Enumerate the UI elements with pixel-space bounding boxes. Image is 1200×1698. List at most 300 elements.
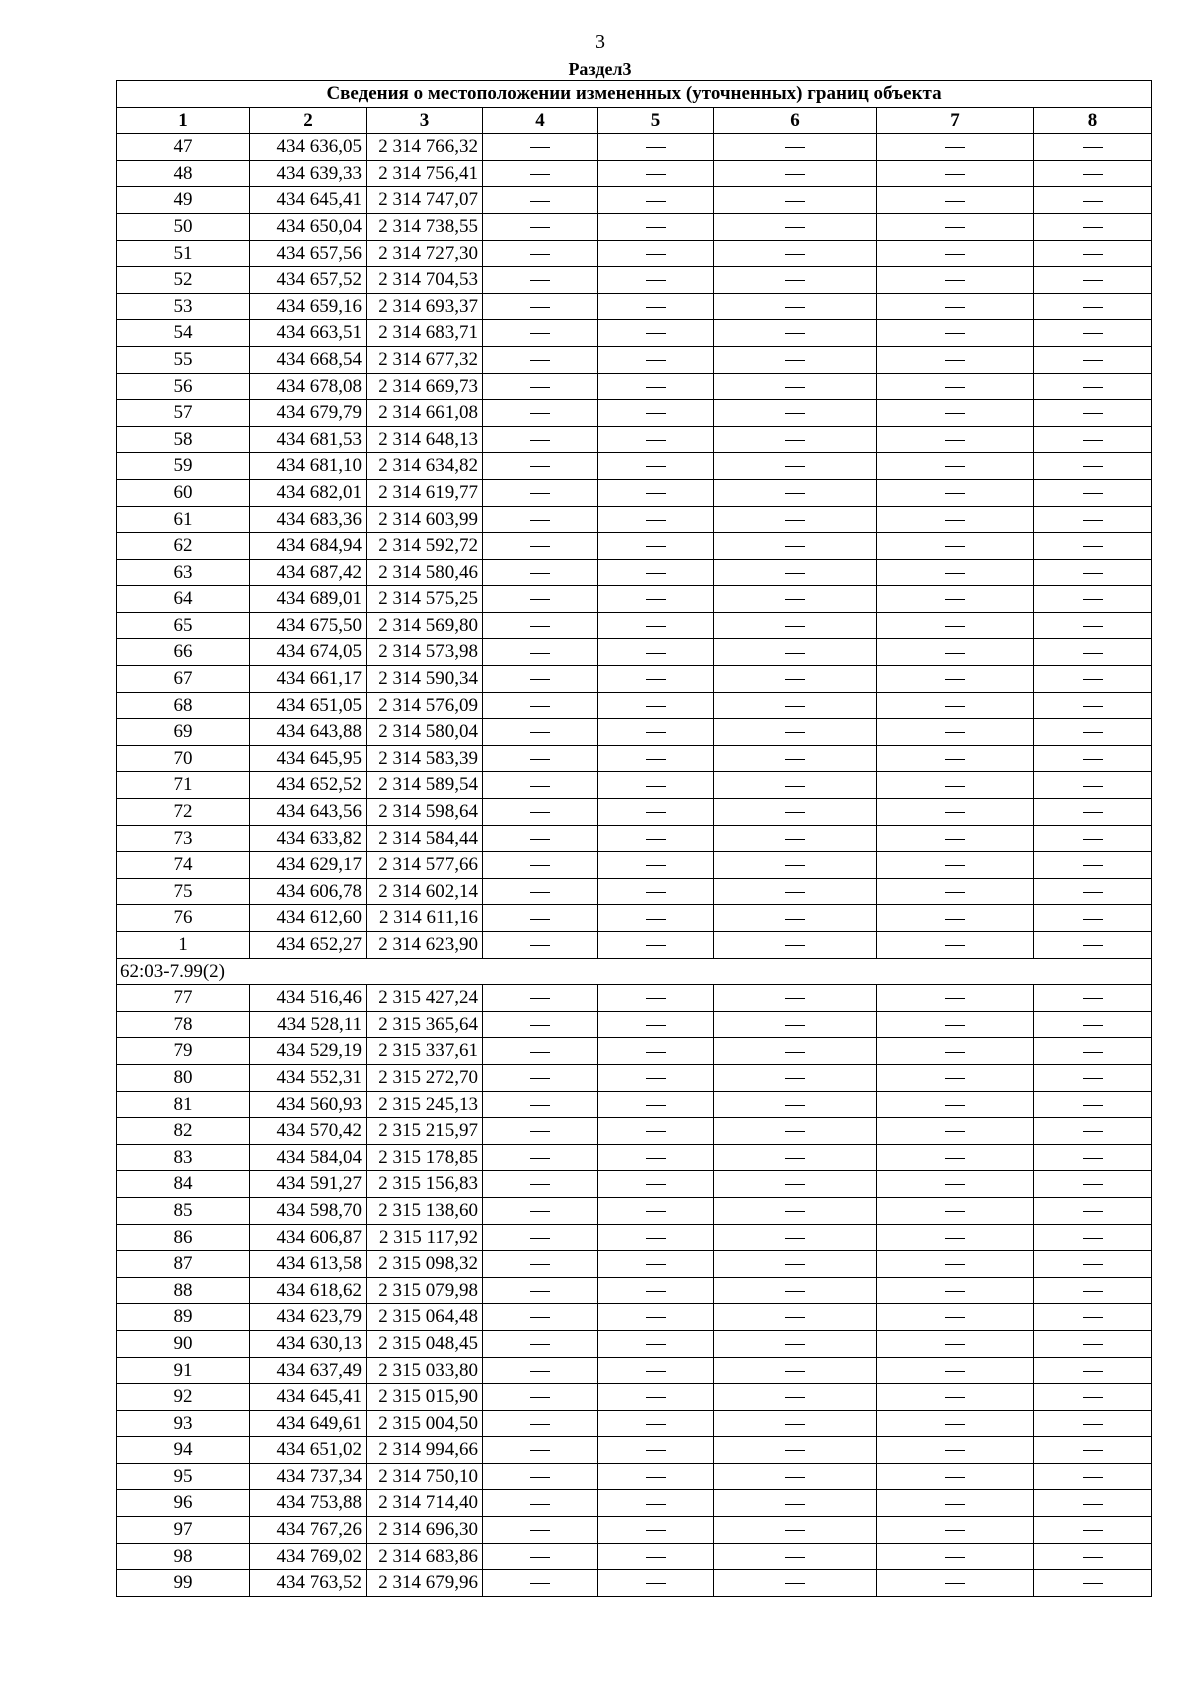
empty-value-cell	[714, 373, 877, 400]
empty-value-cell	[483, 293, 598, 320]
empty-value-cell	[1034, 1543, 1152, 1570]
dash-mark	[1083, 865, 1103, 866]
table-row	[117, 187, 1152, 214]
dash-mark	[530, 1371, 550, 1372]
empty-value-cell	[483, 1384, 598, 1411]
y-coordinate-cell: 2 314 693,37	[367, 293, 483, 320]
point-number-cell: 52	[117, 267, 250, 294]
empty-value-cell	[598, 1197, 714, 1224]
table-row	[117, 719, 1152, 746]
dash-mark	[785, 254, 805, 255]
empty-value-cell	[483, 426, 598, 453]
dash-mark	[945, 1105, 965, 1106]
empty-value-cell	[1034, 1118, 1152, 1145]
empty-value-cell	[598, 1224, 714, 1251]
empty-value-cell	[598, 320, 714, 347]
dash-mark	[785, 1530, 805, 1531]
dash-mark	[530, 466, 550, 467]
dash-mark	[1083, 520, 1103, 521]
dash-mark	[785, 227, 805, 228]
dash-mark	[646, 892, 666, 893]
dash-mark	[1083, 892, 1103, 893]
empty-value-cell	[714, 1463, 877, 1490]
dash-mark	[530, 1105, 550, 1106]
dash-mark	[785, 1238, 805, 1239]
empty-value-cell	[877, 1251, 1034, 1278]
parcel-subheader: 62:03-7.99(2)	[117, 958, 1152, 985]
empty-value-cell	[483, 1224, 598, 1251]
empty-value-cell	[714, 1304, 877, 1331]
dash-mark	[785, 1105, 805, 1106]
dash-mark	[646, 440, 666, 441]
empty-value-cell	[598, 719, 714, 746]
empty-value-cell	[1034, 400, 1152, 427]
point-number-cell: 80	[117, 1064, 250, 1091]
column-number: 6	[714, 107, 877, 134]
dash-mark	[945, 1557, 965, 1558]
dash-mark	[945, 786, 965, 787]
dash-mark	[785, 1397, 805, 1398]
empty-value-cell	[1034, 1570, 1152, 1597]
empty-value-cell	[483, 639, 598, 666]
point-number-cell: 61	[117, 506, 250, 533]
y-coordinate-cell: 2 314 584,44	[367, 825, 483, 852]
point-number-cell: 72	[117, 799, 250, 826]
empty-value-cell	[1034, 1410, 1152, 1437]
dash-mark	[646, 919, 666, 920]
dash-mark	[530, 1158, 550, 1159]
dash-mark	[1083, 1291, 1103, 1292]
dash-mark	[530, 812, 550, 813]
x-coordinate-cell: 434 652,27	[250, 932, 367, 959]
table-caption: Сведения о местоположении измененных (уточненных) границ объекта	[117, 81, 1152, 108]
dash-mark	[646, 387, 666, 388]
dash-mark	[785, 653, 805, 654]
empty-value-cell	[877, 506, 1034, 533]
dash-mark	[1083, 732, 1103, 733]
empty-value-cell	[598, 1330, 714, 1357]
dash-mark	[530, 573, 550, 574]
dash-mark	[785, 1344, 805, 1345]
empty-value-cell	[714, 1171, 877, 1198]
empty-value-cell	[1034, 1224, 1152, 1251]
point-number-cell: 56	[117, 373, 250, 400]
y-coordinate-cell: 2 314 669,73	[367, 373, 483, 400]
point-number-cell: 75	[117, 878, 250, 905]
empty-value-cell	[1034, 1091, 1152, 1118]
point-number-cell: 77	[117, 985, 250, 1012]
empty-value-cell	[1034, 160, 1152, 187]
empty-value-cell	[483, 240, 598, 267]
point-number-cell: 59	[117, 453, 250, 480]
table-row	[117, 1091, 1152, 1118]
empty-value-cell	[877, 1224, 1034, 1251]
dash-mark	[646, 1184, 666, 1185]
dash-mark	[945, 174, 965, 175]
point-number-cell: 62	[117, 533, 250, 560]
y-coordinate-cell: 2 314 750,10	[367, 1463, 483, 1490]
dash-mark	[1083, 280, 1103, 281]
empty-value-cell	[1034, 134, 1152, 161]
dash-mark	[646, 360, 666, 361]
point-number-cell: 69	[117, 719, 250, 746]
dash-mark	[1083, 1131, 1103, 1132]
empty-value-cell	[1034, 506, 1152, 533]
dash-mark	[945, 227, 965, 228]
table-row	[117, 134, 1152, 161]
empty-value-cell	[1034, 1357, 1152, 1384]
table-row	[117, 1517, 1152, 1544]
x-coordinate-cell: 434 681,10	[250, 453, 367, 480]
empty-value-cell	[714, 346, 877, 373]
dash-mark	[945, 1264, 965, 1265]
dash-mark	[530, 1317, 550, 1318]
empty-value-cell	[1034, 586, 1152, 613]
x-coordinate-cell: 434 769,02	[250, 1543, 367, 1570]
dash-mark	[945, 1583, 965, 1584]
section-title: Раздел3	[568, 59, 632, 79]
dash-mark	[1083, 1264, 1103, 1265]
empty-value-cell	[1034, 1304, 1152, 1331]
dash-mark	[646, 1477, 666, 1478]
empty-value-cell	[483, 453, 598, 480]
y-coordinate-cell: 2 314 583,39	[367, 745, 483, 772]
empty-value-cell	[877, 213, 1034, 240]
dash-mark	[646, 786, 666, 787]
dash-mark	[530, 732, 550, 733]
y-coordinate-cell: 2 315 098,32	[367, 1251, 483, 1278]
table-body	[117, 81, 1152, 1597]
dash-mark	[785, 387, 805, 388]
point-number-cell: 82	[117, 1118, 250, 1145]
empty-value-cell	[877, 533, 1034, 560]
y-coordinate-cell: 2 315 064,48	[367, 1304, 483, 1331]
empty-value-cell	[598, 799, 714, 826]
point-number-cell: 76	[117, 905, 250, 932]
dash-mark	[1083, 1583, 1103, 1584]
empty-value-cell	[877, 187, 1034, 214]
empty-value-cell	[877, 639, 1034, 666]
y-coordinate-cell: 2 315 033,80	[367, 1357, 483, 1384]
empty-value-cell	[483, 932, 598, 959]
dash-mark	[785, 1477, 805, 1478]
dash-mark	[785, 1211, 805, 1212]
point-number-cell: 93	[117, 1410, 250, 1437]
empty-value-cell	[1034, 1011, 1152, 1038]
empty-value-cell	[598, 426, 714, 453]
dash-mark	[530, 387, 550, 388]
dash-mark	[785, 1504, 805, 1505]
empty-value-cell	[877, 878, 1034, 905]
empty-value-cell	[598, 1171, 714, 1198]
point-number-cell: 68	[117, 692, 250, 719]
empty-value-cell	[598, 1543, 714, 1570]
dash-mark	[1083, 679, 1103, 680]
empty-value-cell	[877, 479, 1034, 506]
dash-mark	[785, 1291, 805, 1292]
empty-value-cell	[714, 533, 877, 560]
dash-mark	[945, 865, 965, 866]
empty-value-cell	[483, 745, 598, 772]
dash-mark	[1083, 333, 1103, 334]
empty-value-cell	[714, 160, 877, 187]
y-coordinate-cell: 2 314 619,77	[367, 479, 483, 506]
dash-mark	[530, 1583, 550, 1584]
table-row	[117, 1570, 1152, 1597]
dash-mark	[646, 1105, 666, 1106]
empty-value-cell	[598, 213, 714, 240]
dash-mark	[945, 759, 965, 760]
dash-mark	[945, 307, 965, 308]
table-row	[117, 1224, 1152, 1251]
dash-mark	[646, 1371, 666, 1372]
dash-mark	[1083, 1504, 1103, 1505]
empty-value-cell	[483, 666, 598, 693]
x-coordinate-cell: 434 649,61	[250, 1410, 367, 1437]
x-coordinate-cell: 434 643,88	[250, 719, 367, 746]
x-coordinate-cell: 434 629,17	[250, 852, 367, 879]
table-row	[117, 346, 1152, 373]
dash-mark	[1083, 945, 1103, 946]
dash-mark	[785, 759, 805, 760]
empty-value-cell	[877, 1437, 1034, 1464]
empty-value-cell	[483, 320, 598, 347]
empty-value-cell	[714, 1543, 877, 1570]
empty-value-cell	[483, 346, 598, 373]
empty-value-cell	[1034, 479, 1152, 506]
empty-value-cell	[877, 1011, 1034, 1038]
y-coordinate-cell: 2 315 156,83	[367, 1171, 483, 1198]
dash-mark	[945, 254, 965, 255]
empty-value-cell	[1034, 985, 1152, 1012]
table-row	[117, 240, 1152, 267]
table-row	[117, 852, 1152, 879]
dash-mark	[945, 1504, 965, 1505]
table-row	[117, 1543, 1152, 1570]
empty-value-cell	[877, 1091, 1034, 1118]
point-number-cell: 50	[117, 213, 250, 240]
table-row	[117, 586, 1152, 613]
dash-mark	[646, 839, 666, 840]
empty-value-cell	[877, 1410, 1034, 1437]
dash-mark	[1083, 1025, 1103, 1026]
empty-value-cell	[877, 240, 1034, 267]
dash-mark	[646, 174, 666, 175]
y-coordinate-cell: 2 314 727,30	[367, 240, 483, 267]
dash-mark	[1083, 1557, 1103, 1558]
x-coordinate-cell: 434 606,78	[250, 878, 367, 905]
x-coordinate-cell: 434 674,05	[250, 639, 367, 666]
table-row	[117, 1064, 1152, 1091]
empty-value-cell	[714, 1224, 877, 1251]
dash-mark	[530, 1211, 550, 1212]
dash-mark	[646, 1291, 666, 1292]
empty-value-cell	[877, 1463, 1034, 1490]
dash-mark	[1083, 626, 1103, 627]
dash-mark	[1083, 1530, 1103, 1531]
empty-value-cell	[714, 1251, 877, 1278]
column-numbers-row	[117, 107, 1152, 134]
empty-value-cell	[714, 1490, 877, 1517]
empty-value-cell	[598, 639, 714, 666]
empty-value-cell	[714, 772, 877, 799]
x-coordinate-cell: 434 570,42	[250, 1118, 367, 1145]
point-number-cell: 51	[117, 240, 250, 267]
y-coordinate-cell: 2 314 602,14	[367, 878, 483, 905]
point-number-cell: 78	[117, 1011, 250, 1038]
table-row	[117, 320, 1152, 347]
empty-value-cell	[598, 267, 714, 294]
point-number-cell: 1	[117, 932, 250, 959]
dash-mark	[785, 280, 805, 281]
empty-value-cell	[483, 1277, 598, 1304]
dash-mark	[1083, 201, 1103, 202]
empty-value-cell	[598, 1011, 714, 1038]
dash-mark	[646, 466, 666, 467]
empty-value-cell	[598, 586, 714, 613]
y-coordinate-cell: 2 314 575,25	[367, 586, 483, 613]
dash-mark	[945, 1025, 965, 1026]
dash-mark	[945, 333, 965, 334]
point-number-cell: 85	[117, 1197, 250, 1224]
dash-mark	[530, 839, 550, 840]
dash-mark	[1083, 1052, 1103, 1053]
dash-mark	[1083, 1184, 1103, 1185]
y-coordinate-cell: 2 314 747,07	[367, 187, 483, 214]
dash-mark	[530, 493, 550, 494]
empty-value-cell	[877, 985, 1034, 1012]
table-row	[117, 1197, 1152, 1224]
point-number-cell: 87	[117, 1251, 250, 1278]
y-coordinate-cell: 2 314 580,04	[367, 719, 483, 746]
table-row	[117, 878, 1152, 905]
y-coordinate-cell: 2 314 569,80	[367, 612, 483, 639]
dash-mark	[785, 679, 805, 680]
dash-mark	[530, 440, 550, 441]
y-coordinate-cell: 2 315 004,50	[367, 1410, 483, 1437]
y-coordinate-cell: 2 315 138,60	[367, 1197, 483, 1224]
empty-value-cell	[598, 666, 714, 693]
dash-mark	[945, 520, 965, 521]
empty-value-cell	[598, 772, 714, 799]
dash-mark	[785, 892, 805, 893]
dash-mark	[1083, 1158, 1103, 1159]
empty-value-cell	[714, 932, 877, 959]
empty-value-cell	[598, 1038, 714, 1065]
point-number-cell: 92	[117, 1384, 250, 1411]
empty-value-cell	[598, 1064, 714, 1091]
x-coordinate-cell: 434 657,52	[250, 267, 367, 294]
dash-mark	[530, 1450, 550, 1451]
point-number-cell: 91	[117, 1357, 250, 1384]
column-number: 2	[250, 107, 367, 134]
y-coordinate-cell: 2 315 178,85	[367, 1144, 483, 1171]
dash-mark	[785, 839, 805, 840]
table-row	[117, 479, 1152, 506]
empty-value-cell	[714, 586, 877, 613]
dash-mark	[646, 520, 666, 521]
empty-value-cell	[1034, 612, 1152, 639]
x-coordinate-cell: 434 763,52	[250, 1570, 367, 1597]
empty-value-cell	[1034, 1251, 1152, 1278]
empty-value-cell	[714, 1410, 877, 1437]
dash-mark	[785, 1131, 805, 1132]
point-number-cell: 90	[117, 1330, 250, 1357]
dash-mark	[945, 1238, 965, 1239]
point-number-cell: 79	[117, 1038, 250, 1065]
point-number-cell: 49	[117, 187, 250, 214]
dash-mark	[646, 413, 666, 414]
empty-value-cell	[598, 1091, 714, 1118]
dash-mark	[646, 573, 666, 574]
x-coordinate-cell: 434 681,53	[250, 426, 367, 453]
empty-value-cell	[1034, 1517, 1152, 1544]
dash-mark	[530, 254, 550, 255]
empty-value-cell	[714, 400, 877, 427]
empty-value-cell	[598, 453, 714, 480]
empty-value-cell	[483, 692, 598, 719]
empty-value-cell	[714, 612, 877, 639]
column-number: 3	[367, 107, 483, 134]
empty-value-cell	[483, 878, 598, 905]
x-coordinate-cell: 434 613,58	[250, 1251, 367, 1278]
empty-value-cell	[877, 719, 1034, 746]
dash-mark	[530, 1557, 550, 1558]
dash-mark	[646, 1211, 666, 1212]
y-coordinate-cell: 2 314 714,40	[367, 1490, 483, 1517]
x-coordinate-cell: 434 659,16	[250, 293, 367, 320]
dash-mark	[646, 1052, 666, 1053]
dash-mark	[785, 1025, 805, 1026]
empty-value-cell	[598, 745, 714, 772]
dash-mark	[785, 1158, 805, 1159]
x-coordinate-cell: 434 657,56	[250, 240, 367, 267]
table-row	[117, 373, 1152, 400]
x-coordinate-cell: 434 633,82	[250, 825, 367, 852]
empty-value-cell	[483, 533, 598, 560]
empty-value-cell	[483, 479, 598, 506]
dash-mark	[785, 1264, 805, 1265]
dash-mark	[945, 1291, 965, 1292]
dash-mark	[1083, 1211, 1103, 1212]
y-coordinate-cell: 2 315 215,97	[367, 1118, 483, 1145]
point-number-cell: 53	[117, 293, 250, 320]
point-number-cell: 86	[117, 1224, 250, 1251]
column-number: 8	[1034, 107, 1152, 134]
dash-mark	[1083, 573, 1103, 574]
empty-value-cell	[1034, 293, 1152, 320]
dash-mark	[945, 440, 965, 441]
y-coordinate-cell: 2 314 648,13	[367, 426, 483, 453]
empty-value-cell	[598, 160, 714, 187]
point-number-cell: 73	[117, 825, 250, 852]
dash-mark	[646, 333, 666, 334]
dash-mark	[785, 706, 805, 707]
y-coordinate-cell: 2 314 696,30	[367, 1517, 483, 1544]
empty-value-cell	[598, 479, 714, 506]
x-coordinate-cell: 434 645,41	[250, 1384, 367, 1411]
dash-mark	[945, 1131, 965, 1132]
x-coordinate-cell: 434 591,27	[250, 1171, 367, 1198]
dash-mark	[945, 493, 965, 494]
empty-value-cell	[598, 1517, 714, 1544]
empty-value-cell	[877, 1038, 1034, 1065]
empty-value-cell	[714, 719, 877, 746]
empty-value-cell	[877, 1171, 1034, 1198]
coordinates-table	[116, 80, 1152, 1597]
dash-mark	[1083, 1105, 1103, 1106]
dash-mark	[530, 865, 550, 866]
